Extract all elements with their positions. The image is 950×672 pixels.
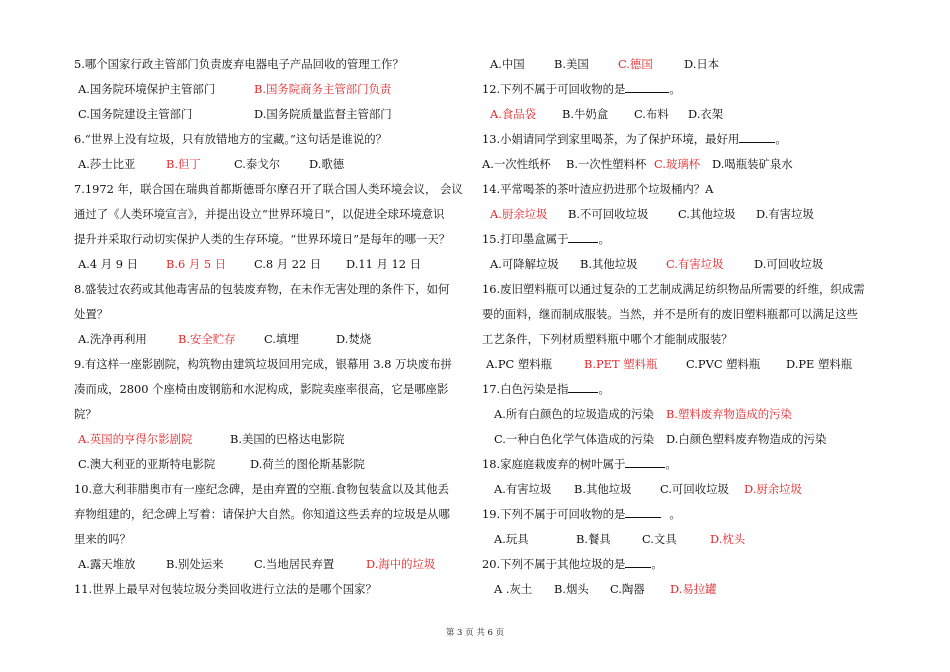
q6-option-c: C.泰戈尔 [234, 157, 281, 171]
q17-blank [568, 381, 598, 393]
q17-stem-line [482, 381, 610, 397]
q18-option-a: A.有害垃圾 [494, 482, 552, 496]
q20-stem-line [482, 556, 663, 572]
q20-option-d: D.易拉罐 [670, 582, 717, 596]
q11-option-c: C.德国 [618, 57, 653, 71]
q19-stem: 19.下列不属于可回收物的是 [482, 507, 626, 521]
q19-option-a: A.玩具 [494, 532, 529, 546]
q15-stem-line [482, 231, 610, 247]
q9-line-2: 凑而成，2800 个座椅由废钢筋和水泥构成，影院卖座率很高，它是哪座影 [74, 382, 449, 396]
q10-option-c: C.当地居民弃置 [254, 557, 335, 571]
q16-line-1: 16.废旧塑料瓶可以通过复杂的工艺制成满足纺织物品所需要的纤维，织成需 [482, 282, 865, 296]
q20-stem-end: 。 [651, 557, 663, 571]
q16-option-a: A.PC 塑料瓶 [486, 357, 553, 371]
q10-line-3: 里来的吗？ [74, 532, 131, 546]
q13-option-a: A.一次性纸杯 [482, 157, 551, 171]
q18-stem: 18.家庭庭栽废弃的树叶属于 [482, 457, 626, 471]
q19-stem-line [482, 506, 681, 522]
q15-blank [568, 231, 598, 243]
q15-stem-end: 。 [598, 232, 610, 246]
q12-option-b: B.牛奶盒 [562, 107, 609, 121]
q5-option-c: C.国务院建设主管部门 [78, 107, 193, 121]
q15-stem: 15.打印墨盒属于 [482, 232, 569, 246]
q15-option-b: B.其他垃圾 [580, 257, 638, 271]
q17-option-d: D.白颜色塑料废弃物造成的污染 [666, 432, 827, 446]
q9-option-c: C.澳大利亚的亚斯特电影院 [78, 457, 216, 471]
q6-option-b: B.但丁 [166, 157, 201, 171]
q7-option-a: A.4 月 9 日 [78, 257, 138, 271]
q11-stem: 11.世界上最早对包装垃圾分类回收进行立法的是哪个国家？ [74, 582, 377, 596]
q6-option-d: D.歌德 [309, 157, 345, 171]
q11-option-d: D.日本 [684, 57, 720, 71]
q17-option-a: A.所有白颜色的垃圾造成的污染 [494, 407, 654, 421]
q7-line-2: 通过了《人类环境宣言》，并提出设立“世界环境日”，以促进全球环境意识 [74, 207, 445, 221]
q15-option-d: D.可回收垃圾 [754, 257, 824, 271]
q12-blank [625, 81, 669, 93]
q18-option-d: D.厨余垃圾 [744, 482, 802, 496]
q20-option-b: B.烟头 [554, 582, 589, 596]
q16-option-b: B.PET 塑料瓶 [584, 357, 658, 371]
q10-option-d: D.海中的垃圾 [366, 557, 436, 571]
q18-blank [625, 456, 665, 468]
q16-option-c: C.PVC 塑料瓶 [686, 357, 761, 371]
q5-option-d: D.国务院质量监督主管部门 [254, 107, 392, 121]
q7-option-c: C.8 月 22 日 [254, 257, 322, 271]
q12-stem-end: 。 [669, 82, 681, 96]
q12-option-c: C.布料 [634, 107, 669, 121]
q8-line-2: 处置？ [74, 307, 109, 321]
q9-line-3: 院？ [74, 407, 97, 421]
q12-option-d: D.衣架 [688, 107, 724, 121]
q20-option-c: C.陶器 [610, 582, 645, 596]
q7-option-b: B.6 月 5 日 [166, 257, 227, 271]
q5-option-b: B.国务院商务主管部门负责 [254, 82, 392, 96]
page-footer: 第 3 页 共 6 页 [445, 628, 505, 638]
q7-option-d: D.11 月 12 日 [346, 257, 421, 271]
q13-blank [739, 131, 775, 143]
q8-option-d: D.焚烧 [336, 332, 372, 346]
q18-stem-line [482, 456, 677, 472]
q13-option-d: D.喝瓶装矿泉水 [712, 157, 793, 171]
q10-option-a: A.露天堆放 [78, 557, 136, 571]
q11-option-a: A.中国 [490, 57, 525, 71]
q18-option-b: B.其他垃圾 [574, 482, 632, 496]
q9-option-d: D.荷兰的图伦斯基影院 [250, 457, 365, 471]
q8-option-b: B.安全贮存 [178, 332, 236, 346]
q16-option-d: D.PE 塑料瓶 [786, 357, 853, 371]
q19-option-c: C.文具 [642, 532, 677, 546]
q12-option-a: A.食品袋 [490, 107, 537, 121]
q16-line-2: 要的面料，继而制成服装。当然，并不是所有的废旧塑料瓶都可以满足这些 [482, 307, 858, 321]
q17-stem-end: 。 [598, 382, 610, 396]
q17-option-c: C.一种白色化学气体造成的污染 [494, 432, 655, 446]
q12-stem-line [482, 81, 681, 97]
q19-blank [625, 506, 661, 518]
q7-line-3: 提升并采取行动切实保护人类的生存环境。“世界环境日”是每年的哪一天？ [74, 232, 451, 246]
q8-option-c: C.填埋 [264, 332, 299, 346]
q17-stem: 17.白色污染是指 [482, 382, 569, 396]
q6-stem: 6.“世界上没有垃圾，只有放错地方的宝藏。”这句话是谁说的？ [74, 132, 387, 146]
q9-option-a: A.英国的亨得尔影剧院 [78, 432, 193, 446]
q20-stem: 20.下列不属于其他垃圾的是 [482, 557, 626, 571]
q10-option-b: B.别处运来 [166, 557, 224, 571]
q19-option-d: D.枕头 [710, 532, 746, 546]
q12-stem: 12.下列不属于可回收物的是 [482, 82, 626, 96]
q18-stem-end: 。 [665, 457, 677, 471]
q14-option-a: A.厨余垃圾 [490, 207, 548, 221]
q9-option-b: B.美国的巴格达电影院 [230, 432, 345, 446]
q9-line-1: 9.有这样一座影剧院，构筑物由建筑垃圾回用完成，银幕用 3.8 万块废布拼 [74, 357, 452, 371]
q19-option-b: B.餐具 [576, 532, 611, 546]
q13-stem-end: 。 [775, 132, 787, 146]
q13-option-c: C.玻璃杯 [654, 157, 701, 171]
q15-option-c: C.有害垃圾 [666, 257, 724, 271]
q13-option-b: B.一次性塑料杯 [566, 157, 647, 171]
q5-option-a: A.国务院环境保护主管部门 [78, 82, 216, 96]
q14-option-b: B.不可回收垃圾 [568, 207, 649, 221]
q20-option-a: A .灰土 [494, 582, 533, 596]
q16-line-3: 工艺条件，下列材质塑料瓶中哪个才能制成服装？ [482, 332, 733, 346]
q6-option-a: A.莎士比亚 [78, 157, 136, 171]
q10-line-2: 弃物组建的，纪念碑上写着：请保护大自然。你知道这些丢弃的垃圾是从哪 [74, 507, 450, 521]
q14-option-d: D.有害垃圾 [756, 207, 814, 221]
q15-option-a: A.可降解垃圾 [490, 257, 559, 271]
q20-blank [625, 556, 651, 568]
q13-stem: 13.小娟请同学到家里喝茶，为了保护环境，最好用 [482, 132, 740, 146]
q13-stem-line [482, 131, 787, 147]
q14-stem: 14.平常喝茶的茶叶渣应扔进那个垃圾桶内？A [482, 182, 714, 196]
q5-stem: 5.哪个国家行政主管部门负责废弃电器电子产品回收的管理工作？ [74, 57, 404, 71]
q17-option-b: B.塑料废弃物造成的污染 [666, 407, 792, 421]
q7-line-1: 7.1972 年，联合国在瑞典首都斯德哥尔摩召开了联合国人类环境会议， 会议 [74, 182, 463, 196]
q8-option-a: A.洗净再利用 [78, 332, 147, 346]
q19-stem-end: 。 [669, 507, 681, 521]
q18-option-c: C.可回收垃圾 [660, 482, 729, 496]
q8-line-1: 8.盛装过农药或其他毒害品的包装废弃物，在未作无害处理的条件下，如何 [74, 282, 450, 296]
q14-option-c: C.其他垃圾 [678, 207, 736, 221]
q11-option-b: B.美国 [554, 57, 589, 71]
q10-line-1: 10.意大利菲腊奥市有一座纪念碑，是由弃置的空瓶.食物包装盒以及其他丢 [74, 482, 449, 496]
